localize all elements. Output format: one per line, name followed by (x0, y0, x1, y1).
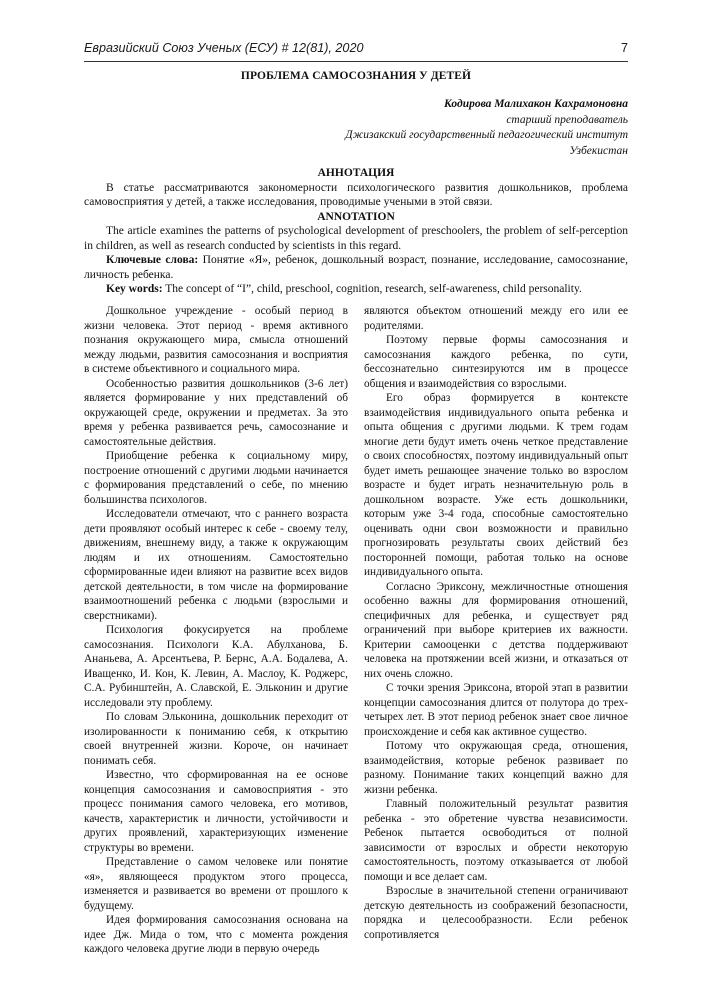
author-block (345, 97, 628, 159)
body-paragraph: Идея формирования самосознания основана на идее Дж. Мида о том, что с момента рождения каждого человека другие люди в первую очередь (84, 914, 348, 955)
running-header (84, 41, 628, 55)
author-name: Кодирова Малихакон Кахрамоновна (444, 98, 628, 110)
body-paragraph: По словам Эльконина, дошкольник переходит от изолированности к пониманию себя, к открытию своей внутренней жизни. Короче, он начинает понимать себя. (84, 711, 348, 767)
author-position: старший преподаватель (506, 113, 628, 126)
body-paragraph: Психология фокусируется на проблеме самосознания. Психологи К.А. Абулханова, Б. Ананьева, А. Арсентьева, Р. Бернс, А.А. Бодалева, А. Иващенко, И. Кон, К. Левин, А. Маслоу, К. Роджерс, С.А. Рубинштейн, А. Славской, Е. Эльконин и другие исследовали эту проблему. (84, 624, 348, 709)
body-paragraph: Дошкольное учреждение - особый период в жизни человека. Этот период - время активного познания окружающего мира, смысла отношений между людьми, развития самосознания и восприятия в системе объективного и социального мира. (84, 305, 348, 375)
abstract-en-text: The article examines the patterns of psychological development of preschoolers, the problem of self-perception in children, as well as research conducted by scientists in this regard. (84, 225, 628, 252)
left-column (84, 304, 348, 957)
body-paragraph: Представление о самом человеке или понятие «я», являющееся продуктом этого процесса, изменяется и развивается во времени от прошлого к будущему. (84, 856, 348, 912)
body-paragraph-continuation: являются объектом отношений между его или ее родителями. (364, 305, 628, 332)
body-paragraph: Известно, что сформированная на ее основе концепция самосознания и самовосприятия - это процесс понимания самого человека, его мотивов, качеств, характеристик и личности, устойчивости и других проявлений, характеризующих изменение структуры во времени. (84, 769, 348, 854)
body-paragraph: С точки зрения Эриксона, второй этап в развитии концепции самосознания длится от полутора до трех-четырех лет. В этот период ребенок знает свое личное происхождение и себя как активное существо. (364, 682, 628, 738)
body-paragraph: Особенностью развития дошкольников (3-6 лет) является формирование у них представлений об окружающей среде, окружении и предметах. За это время у ребенка развивается речь, самосознание и самостоятельные действия. (84, 377, 348, 448)
header-divider (84, 61, 628, 62)
author-institution: Джизакский государственный педагогический институт (345, 129, 628, 141)
keywords-en-label: Key words: (106, 283, 163, 295)
page-number: 7 (620, 41, 628, 55)
body-paragraph: Потому что окружающая среда, отношения, взаимодействия, которые ребенок развивает по разному. Понимание таких концепций важно для жизни ребенка. (364, 740, 628, 796)
body-paragraph: Взрослые в значительной степени ограничивают детскую деятельность из соображений безопасности, порядка и целесообразности. Если ребенок сопротивляется (364, 885, 628, 941)
body-paragraph: Согласно Эриксону, межличностные отношения особенно важны для формирования отношений, специфичных для ребенка, и существует ряд ограничений при выборе критериев их важности. Критерии самооценки с детства поддерживают человека на протяжении всей жизни, и отказаться от них очень сложно. (364, 580, 628, 680)
keywords-ru-label: Ключевые слова: (106, 254, 199, 266)
abstract-en-heading: ANNOTATION (317, 210, 395, 223)
keywords-ru (84, 253, 628, 282)
body-paragraph: Приобщение ребенка к социальному миру, построение отношений с другими людьми начинается с формирования представлений о себе, по мнению большинства психологов. (84, 450, 348, 506)
body-paragraph: Исследователи отмечают, что с раннего возраста дети проявляют особый интерес к себе - своему телу, движениям, внешнему виду, а также к окружающим людям и их отношениям. Самостоятельно сформированные идеи влияют на развитие всех видов детской деятельности, в том числе на формирование взаимоотношений ребенка с людьми (взрослыми и сверстниками). (84, 508, 348, 622)
abstract-ru-heading: АННОТАЦИЯ (317, 167, 395, 179)
keywords-en (84, 282, 628, 297)
abstract-ru-text: В статье рассматриваются закономерности психологического развития дошкольников, проблема самовосприятия у детей, а также исследования, проводимые учеными в этой связи. (84, 181, 628, 208)
author-country: Узбекистан (569, 144, 628, 157)
keywords-en-text: The concept of “I”, child, preschool, cognition, research, self-awareness, child personality. (162, 283, 582, 295)
body-paragraph: Главный положительный результат развития ребенка - это обретение чувства независимости. Ребенок пытается освободиться от полной зависимости от взрослых и обрести некоторую самостоятельность, поэтому отказывается от любой помощи и все делает сам. (364, 798, 628, 883)
body-paragraph: Его образ формируется в контексте взаимодействия индивидуального опыта ребенка и опыта общения с другими людьми. К трем годам многие дети будут иметь очень четкое представление о своих способностях, поэтому индивидуальный опыт будет иметь решающее значение только во взрослом возрасте и будет играть незначительную роль в дошкольном возрасте. Уже есть дошкольники, которым уже 3-4 года, способные самостоятельно оценивать одни свои возможности и правильно прогнозировать результаты своих действий без посторонней помощи, работая только на основе индивидуального опыта. (364, 392, 628, 578)
keywords-ru-text: Понятие «Я», ребенок, дошкольный возраст, познание, исследование, самосознание, личность ребенка. (84, 254, 628, 281)
right-column (364, 304, 628, 942)
journal-title: Евразийский Союз Ученых (ЕСУ) # 12(81), 2020 (84, 41, 364, 55)
body-paragraph: Поэтому первые формы самосознания и самосознания каждого ребенка, по сути, бессознательно синтезируются им в процессе общения и взаимодействия со взрослыми. (364, 334, 628, 390)
abstract-section (84, 166, 628, 297)
article-title: ПРОБЛЕМА САМОСОЗНАНИЯ У ДЕТЕЙ (240, 70, 472, 82)
